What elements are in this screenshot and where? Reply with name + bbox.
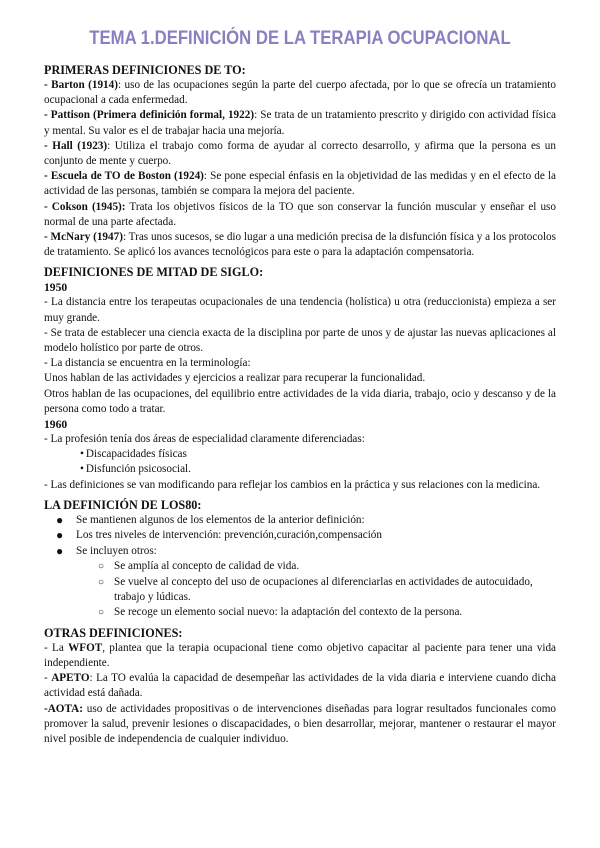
- definition-text: : Se trata de un tratamiento prescrito y dirigido con actividad física y mental. Su valor es el de trabajar hacia una mejoría.: [44, 109, 557, 137]
- year-label: 1950: [44, 281, 68, 295]
- definition-item: [44, 200, 556, 230]
- paragraph-line: Otros hablan de las ocupaciones, del equilibrio entre actividades de la vida diaria, trabajo, ocio y descanso y de la persona como todo a tratar.: [44, 387, 556, 415]
- author-label: - Cokson (1945):: [44, 200, 126, 213]
- definition-prefix: - La: [44, 641, 69, 654]
- definition-item: [44, 702, 556, 748]
- list-item: [56, 512, 556, 528]
- circle-bullet-icon: ○: [98, 607, 105, 619]
- list-item-text: Se incluyen otros:: [76, 544, 157, 557]
- definition-item: [44, 230, 556, 260]
- definition-text: Trata los objetivos físicos de la TO que son conservar la función muscular y enseñar el uso normal de una parte afectada.: [44, 200, 557, 228]
- organization-label: APETO: [51, 672, 90, 685]
- author-label: - McNary (1947): [44, 231, 123, 244]
- list-item: [100, 575, 556, 606]
- paragraph-line: - La distancia se encuentra en la terminología:: [44, 357, 251, 370]
- paragraph-line: Unos hablan de las actividades y ejercicios a realizar para recuperar la funcionalidad.: [44, 372, 426, 385]
- list-item-text: Se amplía al concepto de calidad de vida.: [114, 560, 300, 573]
- author-label: - Barton (1914): [44, 79, 118, 91]
- section-heading: DEFINICIONES DE MITAD DE SIGLO:: [44, 265, 264, 280]
- section-ochenta: [44, 498, 556, 621]
- list-item: • Disfunción psicosocial.: [80, 462, 556, 477]
- author-label: - Hall (1923): [44, 139, 108, 152]
- definition-text: , plantea que la terapia ocupacional tiene como objetivo capacitar al paciente para tener una vida independiente.: [44, 641, 556, 669]
- paragraph-line: - La profesión tenía dos áreas de especialidad claramente diferenciadas:: [44, 433, 365, 446]
- section-otras: [44, 626, 556, 747]
- author-label: - Pattison (Primera definición formal, 1922): [44, 109, 255, 122]
- definition-item: [44, 641, 556, 671]
- definition-text: : Se pone especial énfasis en la objetividad de las medidas y en el efecto de la actividad de las personas, también se compara la mejora del paciente.: [44, 170, 556, 198]
- definition-text: : uso de las ocupaciones según la parte del cuerpo afectada, por lo que se ofrecía un tratamiento ocupacional a cada enfermedad.: [44, 79, 557, 107]
- list-item-text: Se vuelve al concepto del uso de ocupaciones al diferenciarlas en actividades de autocuidado, trabajo y lúdicas.: [114, 575, 533, 603]
- definition-text: : Tras unos sucesos, se dio lugar a una medición precisa de la disfunción física y a los protocolos de tratamiento. Se aplicó los avances tecnológicos para este o para la adaptación compensatoria.: [44, 231, 557, 259]
- definition-text: : Utiliza el trabajo como forma de ayudar al correcto desarrollo, y afirma que la persona es un conjunto de mente y cuerpo.: [44, 139, 556, 168]
- list-item: [56, 528, 556, 543]
- definition-item: [44, 671, 556, 701]
- bullet-icon: ●: [56, 512, 64, 527]
- bullet-icon: ●: [56, 543, 64, 558]
- list-item: • Discapacidades físicas: [80, 447, 556, 462]
- circle-bullet-icon: ○: [98, 561, 105, 573]
- list-item: [100, 559, 556, 574]
- definition-prefix: -: [44, 672, 52, 685]
- definition-item: [44, 78, 556, 108]
- organization-label: -AOTA:: [44, 702, 83, 715]
- year-label: 1960: [44, 418, 68, 432]
- definition-item: [44, 108, 556, 138]
- list-item: [100, 605, 556, 620]
- section-heading: LA DEFINICIÓN DE LOS80:: [44, 497, 202, 512]
- page-title: TEMA 1.DEFINICIÓN DE LA TERAPIA OCUPACIONAL: [89, 28, 511, 49]
- circle-bullet-icon: ○: [98, 576, 105, 588]
- bullet-list: [44, 513, 556, 621]
- paragraph-line: - Se trata de establecer una ciencia exacta de la disciplina por parte de unos y de ajustar las nuevas aplicaciones al modelo holístico por parte de otros.: [44, 326, 556, 355]
- nested-list: [76, 559, 556, 621]
- list-item-text: Los tres niveles de intervención: prevención,curación,compensación: [76, 529, 382, 542]
- section-heading: PRIMERAS DEFINICIONES DE TO:: [44, 63, 246, 77]
- definition-item: [44, 169, 556, 199]
- list-item-text: Se recoge un elemento social nuevo: la adaptación del contexto de la persona.: [114, 606, 463, 619]
- author-label: - Escuela de TO de Boston (1924): [44, 170, 204, 183]
- definition-item: [44, 139, 556, 169]
- list-item-text: Se mantienen algunos de los elementos de la anterior definición:: [76, 513, 365, 526]
- definition-text: uso de actividades propositivas o de intervenciones diseñadas para lograr resultados funcionales como promover la salud, prevenir lesiones o discapacidades, o bien desarrollar, mejorar, mantener o restaurar el mayor nivel posible de independencia de cualquier individuo.: [44, 702, 556, 745]
- paragraph-line: - Las definiciones se van modificando para reflejar los cambios en la práctica y sus relaciones con la medicina.: [44, 478, 541, 491]
- paragraph-line: - La distancia entre los terapeutas ocupacionales de una tendencia (holística) u otra (reduccionista) empieza a ser muy grande.: [44, 296, 556, 324]
- section-primeras: [44, 63, 556, 260]
- bullet-icon: ●: [56, 528, 64, 543]
- section-heading: OTRAS DEFINICIONES:: [44, 625, 183, 640]
- organization-label: WFOT: [68, 641, 103, 654]
- list-item: [56, 543, 556, 621]
- definition-text: : La TO evalúa la capacidad de desempeñar las actividades de la vida diaria e interviene cuando dicha actividad está dañada.: [44, 672, 556, 700]
- section-mitad-siglo: [44, 265, 556, 492]
- specialty-list: [44, 447, 556, 477]
